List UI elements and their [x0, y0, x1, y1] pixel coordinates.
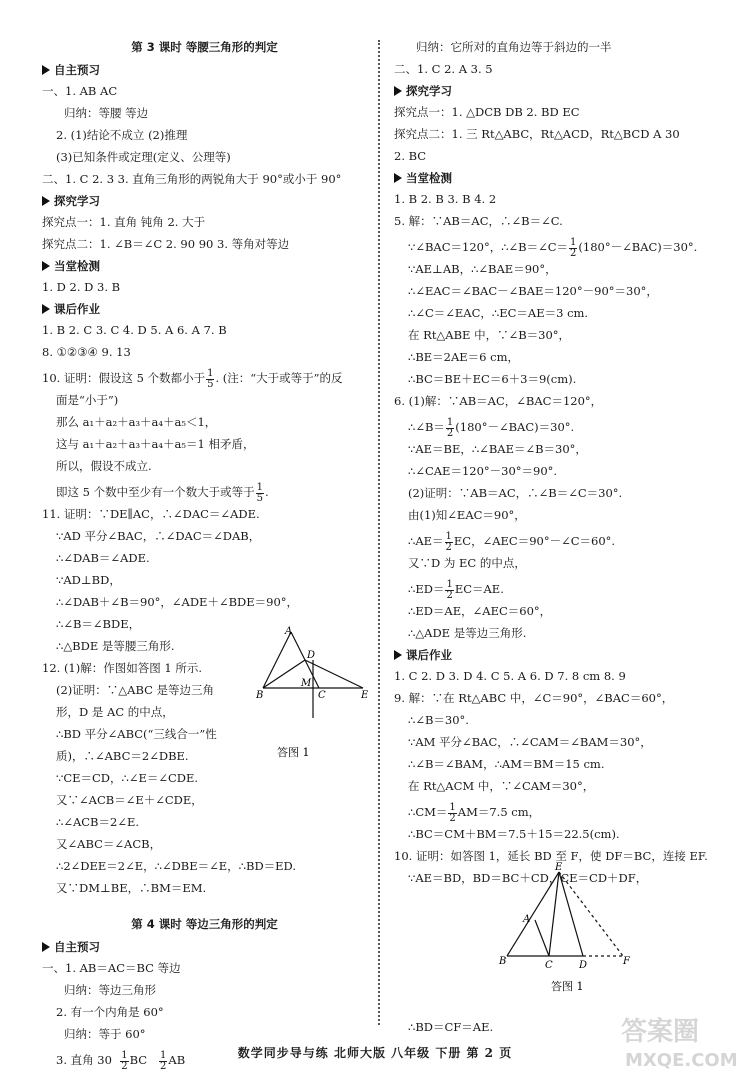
answer-line: ∵AD⊥BD，	[56, 573, 121, 587]
answer-line: ∴BE＝2AE＝6 cm，	[408, 350, 519, 364]
fig1-label-C: C	[318, 690, 326, 701]
answer-line: 探究点一：1. △DCB DB 2. BD EC	[394, 105, 580, 119]
figure-1	[255, 622, 370, 762]
text-part: EC，∠AEC＝90°－∠C＝60°.	[453, 534, 616, 548]
fig1-label-A: A	[285, 626, 293, 637]
figure-2	[495, 860, 645, 1000]
triangle-bullet-icon	[394, 86, 402, 96]
left-column	[42, 40, 367, 1075]
answer-line: 二、1. C 2. A 3. 5	[394, 62, 493, 76]
answer-line: 一、1. AB＝AC＝BC 等边	[42, 961, 181, 975]
answer-line: 形，D 是 AC 的中点，	[56, 705, 174, 719]
fraction	[445, 580, 453, 601]
answer-line: 2. BC	[394, 149, 427, 163]
answer-line: ∴BD 平分∠ABC(“三线合一”性	[56, 727, 217, 741]
denominator: 2	[446, 589, 453, 601]
answer-line: ∴∠ACB＝2∠E.	[56, 815, 140, 829]
answer-line: 9. 解：∵在 Rt△ABC 中，∠C＝90°，∠BAC＝60°，	[394, 691, 674, 705]
text-part: ∴AE＝	[408, 534, 444, 548]
section-homework-r	[394, 648, 724, 663]
answer-line: 11. 证明：∵DE∥AC，∴∠DAC＝∠ADE.	[42, 507, 260, 521]
answer-line: 探究点二：1. 三 Rt△ABC，Rt△ACD，Rt△BCD A 30	[394, 127, 680, 141]
answer-line: 这与 a₁＋a₂＋a₃＋a₄＋a₅＝1 相矛盾，	[56, 437, 255, 451]
answer-line: ∵CE＝CD，∴∠E＝∠CDE.	[56, 771, 199, 785]
section-explore-r	[394, 84, 724, 99]
watermark-bottom: MXQE.COM	[625, 1050, 738, 1071]
section-check-r	[394, 171, 724, 186]
section-preview-label: 自主预习	[54, 63, 100, 77]
fig2-label-C: C	[545, 960, 553, 971]
figure-1-drawing	[255, 622, 370, 762]
answer-line: ∵AM 平分∠BAC，∴∠CAM＝∠BAM＝30°，	[408, 735, 652, 749]
answer-line	[394, 530, 724, 552]
answer-line: (2)证明：∵△ABC 是等边三角	[56, 683, 215, 697]
section-homework-label: 课后作业	[406, 648, 452, 662]
numerator: 1	[570, 236, 577, 248]
watermark-logo	[615, 1010, 745, 1072]
section-homework-label: 课后作业	[54, 302, 100, 316]
answer-line: ∴2∠DEE＝2∠E，∴∠DBE＝∠E，∴BD＝ED.	[56, 859, 297, 873]
answer-line: 面是“小于”)	[56, 393, 119, 407]
answer-line	[42, 367, 367, 389]
answer-line	[394, 416, 724, 438]
fig1-caption: 答图 1	[277, 746, 310, 759]
answer-line: 6. (1)解：∵AB＝AC，∠BAC＝120°，	[394, 394, 603, 408]
section-preview-2	[42, 940, 367, 955]
answer-line: 10. 证明：如答图 1，延长 BD 至 F，使 DF＝BC，连接 EF.	[394, 849, 708, 863]
triangle-bullet-icon	[42, 196, 50, 206]
answer-line: 归纳：等于 60°	[64, 1027, 146, 1041]
numerator: 1	[446, 578, 453, 590]
answer-line: 又∵D 为 EC 的中点，	[408, 556, 526, 570]
section-explore-label: 探究学习	[54, 194, 100, 208]
answer-line: 归纳：它所对的直角边等于斜边的一半	[416, 40, 612, 54]
answer-line: ∴∠B＝∠BDE，	[56, 617, 141, 631]
answer-line: 2. 有一个内角是 60°	[56, 1005, 164, 1019]
answer-line: 探究点二：1. ∠B＝∠C 2. 90 90 3. 等角对等边	[42, 237, 290, 251]
answer-line: 那么 a₁＋a₂＋a₃＋a₄＋a₅＜1，	[56, 415, 217, 429]
text-part: EC＝AE.	[454, 582, 504, 596]
section-homework	[42, 302, 367, 317]
denominator: 2	[445, 541, 452, 553]
denominator: 2	[160, 1060, 167, 1072]
answer-line: ∴∠CAE＝120°－30°＝90°.	[408, 464, 558, 478]
answer-line: 8. ①②③④ 9. 13	[42, 345, 131, 359]
fraction	[445, 532, 453, 553]
section-check-label: 当堂检测	[54, 259, 100, 273]
watermark-stamp-icon	[615, 1010, 745, 1072]
text-part: ∴ED＝	[408, 582, 445, 596]
section-preview-label: 自主预习	[54, 940, 100, 954]
section-check	[42, 259, 367, 274]
figure-2-drawing	[495, 860, 645, 1000]
answer-line: 又∵DM⊥BE，∴BM＝EM.	[56, 881, 207, 895]
fraction	[256, 483, 264, 504]
answer-line: (2)证明：∵AB＝AC，∴∠B＝∠C＝30°.	[408, 486, 623, 500]
answer-line: 1. B 2. C 3. C 4. D 5. A 6. A 7. B	[42, 323, 227, 337]
text-part: ∴CM＝	[408, 805, 448, 819]
text-part: BC	[129, 1053, 148, 1067]
answer-line: ∴BC＝BE＋EC＝6＋3＝9(cm).	[408, 372, 577, 386]
denominator: 5	[207, 378, 214, 390]
text-part: AB	[168, 1053, 186, 1067]
triangle-bullet-icon	[42, 304, 50, 314]
numerator: 1	[207, 367, 214, 379]
section-explore-label: 探究学习	[406, 84, 452, 98]
answer-line: ∴△ADE 是等边三角形.	[408, 626, 527, 640]
answer-line: ∴∠DAB＋∠B＝90°，∠ADE＋∠BDE＝90°，	[56, 595, 299, 609]
answer-line: ∴BD＝CF＝AE.	[408, 1020, 494, 1034]
answer-line: 质)，∴∠ABC＝2∠DBE.	[56, 749, 189, 763]
lesson-4-title: 第 4 课时 等边三角形的判定	[131, 917, 278, 931]
answer-line: 归纳：等边三角形	[64, 983, 156, 997]
fig2-label-B: B	[499, 956, 507, 967]
section-check-label: 当堂检测	[406, 171, 452, 185]
text-part: (180°－∠BAC)＝30°.	[578, 240, 698, 254]
answer-line	[394, 236, 724, 258]
answer-line: 又∵∠ACB＝∠E＋∠CDE，	[56, 793, 203, 807]
triangle-bullet-icon	[42, 942, 50, 952]
section-explore	[42, 194, 367, 209]
numerator: 1	[449, 801, 456, 813]
triangle-bullet-icon	[394, 173, 402, 183]
answer-line: 1. C 2. D 3. D 4. C 5. A 6. D 7. 8 cm 8. 9	[394, 669, 626, 683]
fig2-label-A: A	[523, 914, 531, 925]
answer-line: ∵AE＝BD，BD＝BC＋CD，CE＝CD＋DF，	[408, 871, 648, 885]
triangle-bullet-icon	[42, 65, 50, 75]
answer-line: ∴△BDE 是等腰三角形.	[56, 639, 175, 653]
text-part: AM＝7.5 cm，	[457, 805, 541, 819]
fraction	[446, 418, 454, 439]
fig1-label-M: M	[301, 678, 312, 689]
denominator: 2	[570, 247, 577, 259]
answer-line: 又∠ABC＝∠ACB，	[56, 837, 162, 851]
numerator: 1	[446, 416, 454, 428]
answer-line: 一、1. AB AC	[42, 84, 118, 98]
answer-line: ∴∠B＝∠BAM，∴AM＝BM＝15 cm.	[408, 757, 605, 771]
fig2-label-D: D	[579, 960, 588, 971]
answer-line: 归纳：等腰 等边	[64, 106, 149, 120]
answer-line: ∴∠EAC＝∠BAC－∠BAE＝120°－90°＝30°，	[408, 284, 658, 298]
numerator: 1	[121, 1049, 128, 1061]
text-part: (180°－∠BAC)＝30°.	[455, 420, 575, 434]
answer-line: 在 Rt△ACM 中，∵∠CAM＝30°，	[408, 779, 595, 793]
triangle-bullet-icon	[42, 261, 50, 271]
answer-line	[394, 578, 724, 600]
text-part: .	[265, 485, 269, 499]
fig1-label-B: B	[256, 690, 264, 701]
answer-line: ∴ED＝AE，∠AEC＝60°，	[408, 604, 552, 618]
answer-line: 所以，假设不成立.	[56, 459, 152, 473]
answer-line: ∵AE＝BE，∴∠BAE＝∠B＝30°，	[408, 442, 587, 456]
answer-line: 由(1)知∠EAC＝90°，	[408, 508, 526, 522]
answer-line: 12. (1)解：作图如答图 1 所示.	[42, 661, 203, 675]
denominator: 2	[121, 1060, 128, 1072]
fraction	[448, 803, 456, 824]
text-part: 10. 证明：假设这 5 个数都小于	[42, 371, 206, 385]
fig1-label-D: D	[307, 650, 316, 661]
text-part: ∴∠B＝	[408, 420, 445, 434]
numerator: 1	[256, 481, 264, 493]
answer-line	[42, 481, 367, 503]
text-part: ∵∠BAC＝120°，∴∠B＝∠C＝	[408, 240, 569, 254]
answer-line: 1. D 2. D 3. B	[42, 280, 121, 294]
denominator: 5	[256, 492, 264, 504]
answer-line: ∴∠B＝30°.	[408, 713, 469, 727]
answer-line: 二、1. C 2. 3 3. 直角三角形的两锐角大于 90°或小于 90°	[42, 172, 342, 186]
text-part: 即这 5 个数中至少有一个数大于或等于	[56, 485, 255, 499]
answer-line: ∴∠DAB＝∠ADE.	[56, 551, 150, 565]
fraction	[206, 369, 214, 390]
answer-line: 在 Rt△ABE 中，∵∠B＝30°，	[408, 328, 571, 342]
numerator: 1	[445, 530, 452, 542]
triangle-bullet-icon	[394, 650, 402, 660]
fig2-label-F: F	[623, 956, 630, 967]
denominator: 2	[446, 427, 454, 439]
fig2-label-E: E	[555, 862, 563, 873]
numerator: 1	[160, 1049, 167, 1061]
answer-line: ∵AE⊥AB，∴∠BAE＝90°，	[408, 262, 557, 276]
answer-line: ∴∠C＝∠EAC，∴EC＝AE＝3 cm.	[408, 306, 589, 320]
denominator: 2	[449, 812, 456, 824]
section-preview	[42, 63, 367, 78]
text-part: . (注：“大于或等于”的反	[215, 371, 343, 385]
page-footer: 数学同步导与练 北师大版 八年级 下册 第 2 页	[237, 1046, 513, 1060]
answer-line: 2. (1)结论不成立 (2)推理	[56, 128, 188, 142]
right-column	[394, 40, 724, 893]
fraction	[569, 238, 577, 259]
answer-line: ∵AD 平分∠BAC，∴∠DAC＝∠DAB，	[56, 529, 261, 543]
answer-line: ∴BC＝CM＋BM＝7.5＋15＝22.5(cm).	[408, 827, 620, 841]
fig2-caption: 答图 1	[551, 980, 584, 993]
answer-line	[394, 801, 724, 823]
answer-line: 1. B 2. B 3. B 4. 2	[394, 192, 497, 206]
column-divider	[378, 40, 380, 1025]
answer-line: (3)已知条件或定理(定义、公理等)	[56, 150, 231, 164]
lesson-3-title: 第 3 课时 等腰三角形的判定	[131, 40, 278, 54]
text-part: 3. 直角 30	[56, 1053, 112, 1067]
fig1-label-E: E	[361, 690, 369, 701]
answer-line: 探究点一：1. 直角 钝角 2. 大于	[42, 215, 206, 229]
watermark-top: 答案圈	[621, 1017, 700, 1047]
answer-line: 5. 解：∵AB＝AC，∴∠B＝∠C.	[394, 214, 563, 228]
